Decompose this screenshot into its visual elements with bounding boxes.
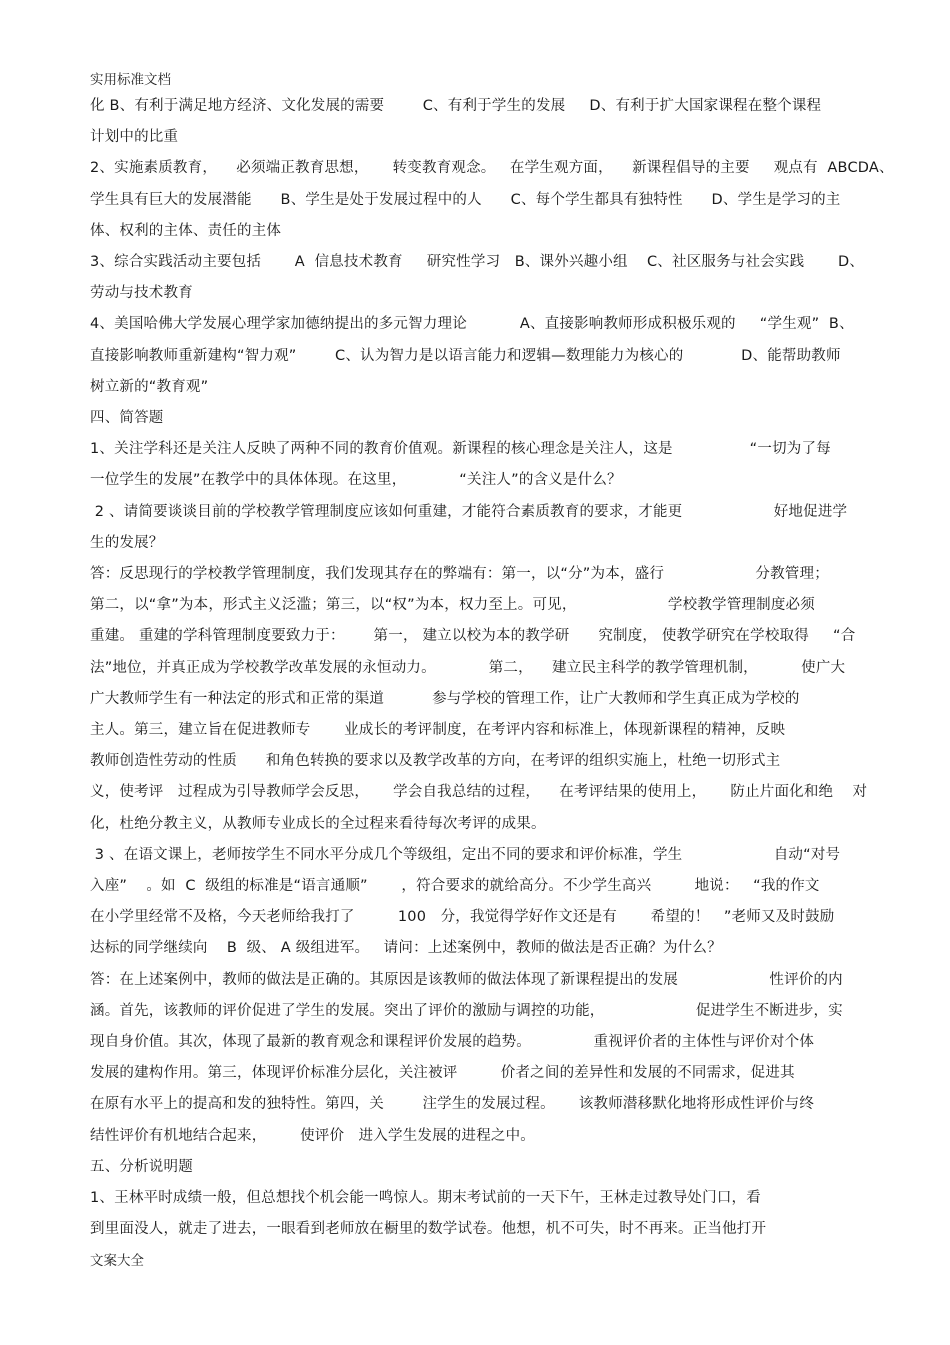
text-line: 在原有水平上的提高和发的独特性。第四，关 注学生的发展过程。 该教师潜移默化地将形成性评价与终 xyxy=(90,1096,815,1112)
text-line: 化，杜绝分教主义，从教师专业成长的全过程来看待每次考评的成果。 xyxy=(90,816,546,832)
text-line: 2、实施素质教育， 必须端正教育思想， 转变教育观念。 在学生观方面， 新课程倡导的主要 观点有 ABCDA、 xyxy=(90,160,894,176)
text-line: 3、综合实践活动主要包括 A 信息技术教育 研究性学习 B、课外兴趣小组 C、社区服务与社会实践 D、 xyxy=(90,254,865,270)
text-line: 1、关注学科还是关注人反映了两种不同的教育价值观。新课程的核心理念是关注人，这是 “一切为了每 xyxy=(90,441,831,457)
text-line: 劳动与技术教育 xyxy=(90,285,193,301)
text-line: 广大教师学生有一种法定的形式和正常的渠道 参与学校的管理工作，让广大教师和学生真正成为学校的 xyxy=(90,691,800,707)
text-line: 第二，以“拿”为本，形式主义泛滥；第三，以“权”为本，权力至上。可见， 学校教学管理制度必须 xyxy=(90,597,815,613)
text-line: 涵。首先，该教师的评价促进了学生的发展。突出了评价的激励与调控的功能， 促进学生不断进步，实 xyxy=(90,1003,843,1019)
text-line: 达标的同学继续向 B 级、 A 级组进军。 请问：上述案例中，教师的做法是否正确？为什么？ xyxy=(90,940,722,956)
text-line: 发展的建构作用。第三，体现评价标准分层化，关注被评 价者之间的差异性和发展的不同需求，促进其 xyxy=(90,1065,795,1081)
text-line: 学生具有巨大的发展潜能 B、学生是处于发展过程中的人 C、每个学生都具有独特性 D、学生是学习的主 xyxy=(90,192,841,208)
text-line: 主人。第三，建立旨在促进教师专 业成长的考评制度，在考评内容和标准上，体现新课程的精神，反映 xyxy=(90,722,786,738)
text-line: 到里面没人，就走了进去，一眼看到老师放在橱里的数学试卷。他想，机不可失，时不再来。正当他打开 xyxy=(90,1221,767,1237)
text-line: 答：在上述案例中，教师的做法是正确的。其原因是该教师的做法体现了新课程提出的发展 性评价的内 xyxy=(90,972,843,988)
text-line: 3 、在语文课上，老师按学生不同水平分成几个等级组，定出不同的要求和评价标准，学生 自动“对号 xyxy=(90,847,841,863)
text-line: 在小学里经常不及格，今天老师给我打了 100 分，我觉得学好作文还是有 希望的！ ”老师又及时鼓励 xyxy=(90,909,835,925)
text-line: 入座” 。如 C 级组的标准是“语言通顺” ，符合要求的就给高分。不少学生高兴 地说： “我的作文 xyxy=(90,878,820,894)
text-line: 法”地位，并真正成为学校教学改革发展的永恒动力。 第二， 建立民主科学的教学管理机制， 使广大 xyxy=(90,660,846,676)
text-line: 重建。 重建的学科管理制度要致力于： 第一， 建立以校为本的教学研 究制度， 使教学研究在学校取得 “合 xyxy=(90,628,856,644)
text-line: 四、简答题 xyxy=(90,410,164,426)
text-line: 直接影响教师重新建构“智力观” C、认为智力是以语言能力和逻辑—数理能力为核心的 D、能帮助教师 xyxy=(90,348,841,364)
page-footer: 文案大全 xyxy=(90,1253,144,1269)
text-line: 化 B、有利于满足地方经济、文化发展的需要 C、有利于学生的发展 D、有利于扩大国家课程在整个课程 xyxy=(90,98,822,114)
text-line: 教师创造性劳动的性质 和角色转换的要求以及教学改革的方向，在考评的组织实施上，杜绝一切形式主 xyxy=(90,753,781,769)
text-line: 计划中的比重 xyxy=(90,129,179,145)
text-line: 五、分析说明题 xyxy=(90,1159,193,1175)
text-line: 生的发展？ xyxy=(90,535,164,551)
text-line: 2 、请简要谈谈目前的学校教学管理制度应该如何重建，才能符合素质教育的要求，才能更 好地促进学 xyxy=(90,504,848,520)
text-line: 义，使考评 过程成为引导教师学会反思， 学会自我总结的过程， 在考评结果的使用上， 防止片面化和绝 对 xyxy=(90,784,868,800)
text-line: 树立新的“教育观” xyxy=(90,379,209,395)
text-line: 1、王林平时成绩一般，但总想找个机会能一鸣惊人。期末考试前的一天下午，王林走过教导处门口，看 xyxy=(90,1190,761,1206)
text-line: 一位学生的发展”在教学中的具体体现。在这里， “关注人”的含义是什么？ xyxy=(90,472,622,488)
text-line: 体、权利的主体、责任的主体 xyxy=(90,223,282,239)
text-line: 现自身价值。其次，体现了最新的教育观念和课程评价发展的趋势。 重视评价者的主体性与评价对个体 xyxy=(90,1034,815,1050)
page-header: 实用标准文档 xyxy=(90,72,171,88)
text-line: 结性评价有机地结合起来， 使评价 进入学生发展的进程之中。 xyxy=(90,1128,535,1144)
text-line: 4、美国哈佛大学发展心理学家加德纳提出的多元智力理论 A、直接影响教师形成积极乐观的 “学生观” B、 xyxy=(90,316,854,332)
text-line: 答：反思现行的学校教学管理制度，我们发现其存在的弊端有：第一，以“分”为本，盛行 分教管理； xyxy=(90,566,829,582)
